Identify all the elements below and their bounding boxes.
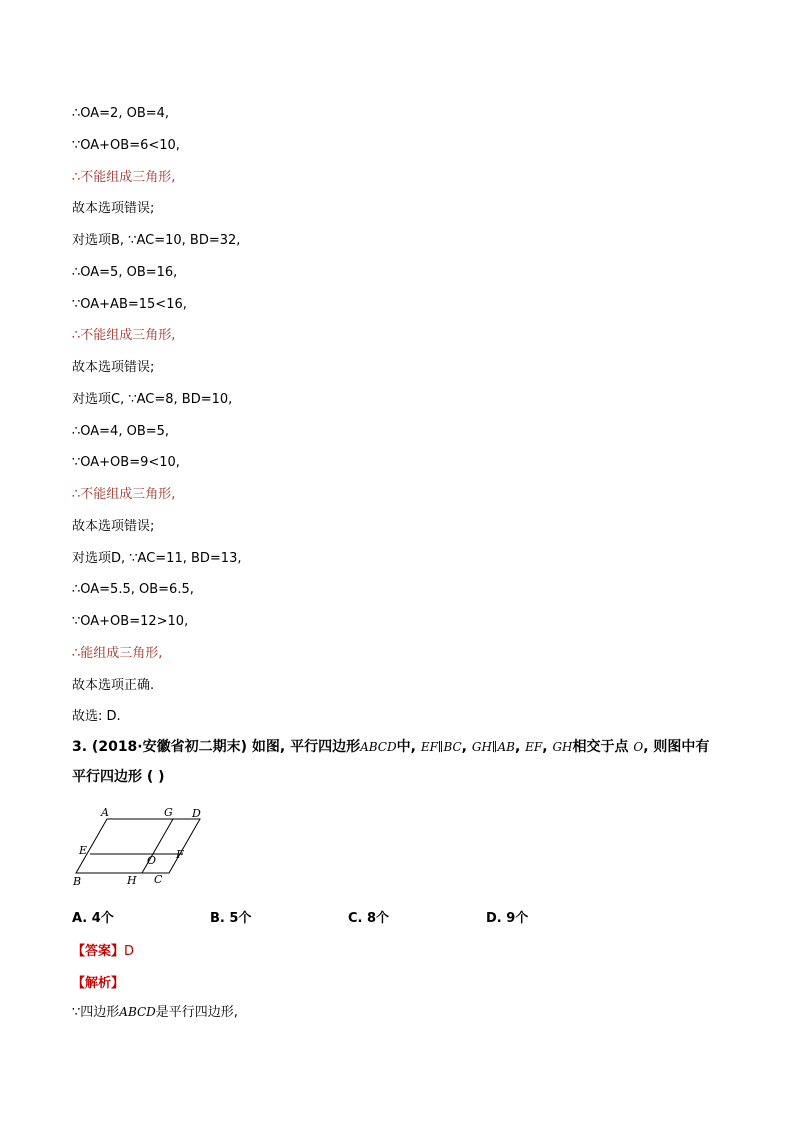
solution-line: 对选项D, ∵AC=11, BD=13, — [72, 551, 242, 566]
answer-tag: 【答案】 — [72, 944, 125, 959]
var-gh: GH — [552, 740, 573, 754]
solution-line: ∴不能组成三角形, — [72, 328, 176, 343]
solution-line: ∴不能组成三角形, — [72, 487, 176, 502]
var-ef: EF — [525, 740, 543, 754]
question-line-2: 平行四边形 ( ) — [72, 769, 165, 785]
label-g: G — [164, 806, 173, 819]
var-gh-parallel-ab: GH∥AB — [471, 740, 515, 754]
solution-line: ∵OA+AB=15<16, — [72, 297, 187, 312]
label-f: F — [176, 848, 184, 861]
var-o: O — [633, 740, 644, 754]
option-a: A. 4个 — [72, 911, 114, 926]
solution-line: ∴不能组成三角形, — [72, 170, 176, 185]
parallelogram-abcd — [76, 819, 200, 873]
analysis-tag: 【解析】 — [72, 976, 125, 991]
label-h: H — [127, 874, 137, 887]
option-c: C. 8个 — [348, 911, 390, 926]
label-a: A — [101, 806, 109, 819]
var-ef-parallel-bc: EF∥BC — [420, 740, 462, 754]
parallelogram-diagram — [70, 805, 210, 890]
solution-line: ∵OA+OB=12>10, — [72, 614, 189, 629]
solution-line: ∴OA=4, OB=5, — [72, 424, 170, 439]
question-source: 3. (2018·安徽省初二期末) 如图, 平行四边形 — [72, 739, 361, 755]
solution-line: ∵OA+OB=6<10, — [72, 138, 180, 153]
solution-line: ∴能组成三角形, — [72, 646, 163, 661]
answer-value: D — [124, 944, 135, 959]
label-e: E — [79, 844, 88, 857]
option-d: D. 9个 — [486, 911, 529, 926]
var-abcd: ABCD — [360, 740, 397, 754]
label-d: D — [192, 807, 201, 820]
label-c: C — [154, 873, 163, 886]
var-abcd-analysis: ABCD — [119, 1005, 156, 1019]
solution-line: 故本选项错误; — [72, 360, 155, 375]
label-b: B — [73, 875, 82, 888]
option-b: B. 5个 — [210, 911, 252, 926]
solution-line: 故本选项正确. — [72, 678, 155, 693]
solution-line: ∴OA=2, OB=4, — [72, 106, 170, 121]
solution-line: 对选项B, ∵AC=10, BD=32, — [72, 233, 241, 248]
label-o: O — [147, 854, 157, 867]
solution-line: 对选项C, ∵AC=8, BD=10, — [72, 392, 233, 407]
solution-line: 故本选项错误; — [72, 519, 155, 534]
solution-line: 故选: D. — [72, 709, 121, 724]
answer-row — [72, 940, 134, 959]
solution-line: ∴OA=5.5, OB=6.5, — [72, 582, 194, 597]
analysis-line: ∵四边形ABCD是平行四边形, — [72, 1005, 238, 1020]
solution-line: ∵OA+OB=9<10, — [72, 455, 180, 470]
question-line-1: 3. (2018·安徽省初二期末) 如图, 平行四边形ABCD中, EF∥BC, GH∥AB, EF, GH相交于点 O, 则图中有 — [72, 739, 710, 755]
solution-line: ∴OA=5, OB=16, — [72, 265, 178, 280]
solution-line: 故本选项错误; — [72, 201, 155, 216]
